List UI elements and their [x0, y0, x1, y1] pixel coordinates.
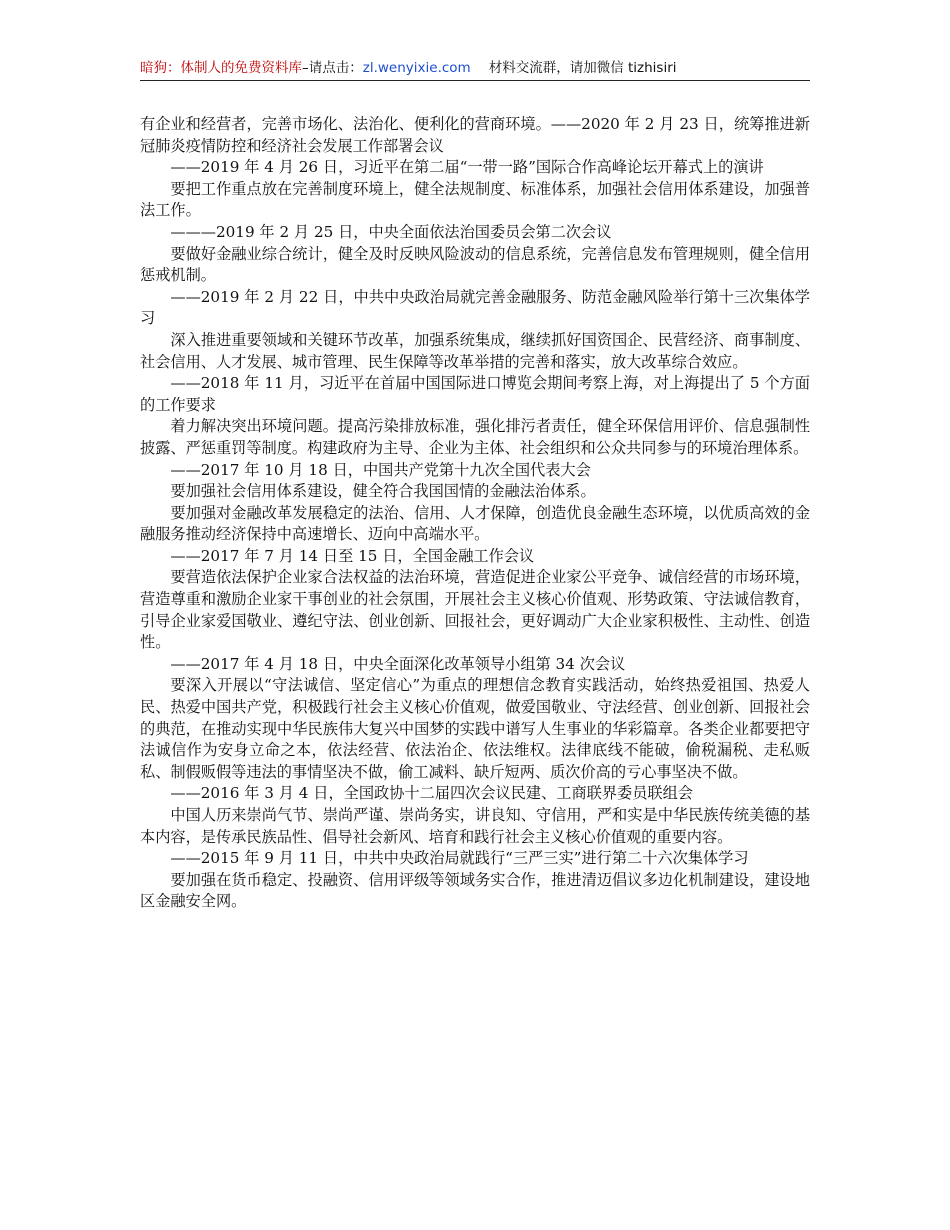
- header-brand: 暗狗：体制人的免费资料库: [140, 60, 302, 76]
- page-header: [140, 58, 810, 81]
- paragraph: 要做好金融业综合统计，健全及时反映风险波动的信息系统，完善信息发布管理规则，健全信用惩戒机制。: [140, 244, 810, 285]
- paragraph: ——2017 年 7 月 14 日至 15 日，全国金融工作会议: [170, 546, 535, 565]
- paragraph: 要深入开展以“守法诚信、坚定信心”为重点的理想信念教育实践活动，始终热爱祖国、热爱人民、热爱中国共产党，积极践行社会主义核心价值观，做爱国敬业、守法经营、创业创新、回报社会的典范，在推动实现中华民族伟大复兴中国梦的实践中谱写人生事业的华彩篇章。各类企业都要把守法诚信作为安身立命之本，依法经营、依法治企、依法维权。法律底线不能破，偷税漏税、走私贩私、制假贩假等违法的事情坚决不做，偷工减料、缺斤短两、质次价高的亏心事坚决不做。: [140, 676, 810, 781]
- paragraph: ——2017 年 10 月 18 日，中国共产党第十九次全国代表大会: [170, 460, 591, 479]
- paragraph: ——2017 年 4 月 18 日，中央全面深化改革领导小组第 34 次会议: [170, 654, 626, 673]
- paragraph: 要加强在货币稳定、投融资、信用评级等领域务实合作，推进清迈倡议多边化机制建设，建设地区金融安全网。: [140, 870, 810, 911]
- paragraph: ——2015 年 9 月 11 日，中共中央政治局就践行“三严三实”进行第二十六次集体学习: [170, 849, 749, 868]
- header-url-link[interactable]: zl.wenyixie.com: [362, 60, 471, 76]
- paragraph: 深入推进重要领域和关键环节改革，加强系统集成，继续抓好国资国企、民营经济、商事制度、社会信用、人才发展、城市管理、民生保障等改革举措的完善和落实，放大改革综合效应。: [140, 330, 810, 371]
- paragraph: ——2016 年 3 月 4 日，全国政协十二届四次会议民建、工商联界委员联组会: [170, 784, 693, 803]
- paragraph: 有企业和经营者，完善市场化、法治化、便利化的营商环境。——2020 年 2 月 23 日，统筹推进新冠肺炎疫情防控和经济社会发展工作部署会议: [140, 115, 810, 155]
- paragraph: ———2019 年 2 月 25 日，中央全面依法治国委员会第二次会议: [170, 222, 612, 241]
- header-group-text: 材料交流群，请加微信 tizhisiri: [488, 60, 677, 76]
- paragraph: 要加强对金融改革发展稳定的法治、信用、人才保障，创造优良金融生态环境，以优质高效的金融服务推动经济保持中高速增长、迈向中高端水平。: [140, 503, 810, 544]
- paragraph: ——2019 年 4 月 26 日，习近平在第二届“一带一路”国际合作高峰论坛开幕式上的演讲: [170, 158, 764, 177]
- paragraph: 要把工作重点放在完善制度环境上，健全法规制度、标准体系，加强社会信用体系建设，加强普法工作。: [140, 179, 810, 220]
- header-click-prompt: –请点击：: [302, 60, 363, 76]
- paragraph: 要营造依法保护企业家合法权益的法治环境，营造促进企业家公平竞争、诚信经营的市场环境，营造尊重和激励企业家干事创业的社会氛围，开展社会主义核心价值观、形势政策、守法诚信教育，引导企业家爱国敬业、遵纪守法、创业创新、回报社会，更好调动广大企业家积极性、主动性、创造性。: [140, 568, 810, 652]
- paragraph: 着力解决突出环境问题。提高污染排放标准，强化排污者责任，健全环保信用评价、信息强制性披露、严惩重罚等制度。构建政府为主导、企业为主体、社会组织和公众共同参与的环境治理体系。: [140, 417, 810, 457]
- document-body: [140, 114, 810, 913]
- paragraph: ——2018 年 11 月，习近平在首届中国国际进口博览会期间考察上海，对上海提出了 5 个方面的工作要求: [140, 374, 810, 414]
- paragraph: ——2019 年 2 月 22 日，中共中央政治局就完善金融服务、防范金融风险举行第十三次集体学习: [140, 287, 810, 328]
- paragraph: 中国人历来崇尚气节、崇尚严谨、崇尚务实，讲良知、守信用，严和实是中华民族传统美德的基本内容，是传承民族品性、倡导社会新风、培育和践行社会主义核心价值观的重要内容。: [140, 806, 810, 846]
- paragraph: 要加强社会信用体系建设，健全符合我国国情的金融法治体系。: [170, 482, 596, 501]
